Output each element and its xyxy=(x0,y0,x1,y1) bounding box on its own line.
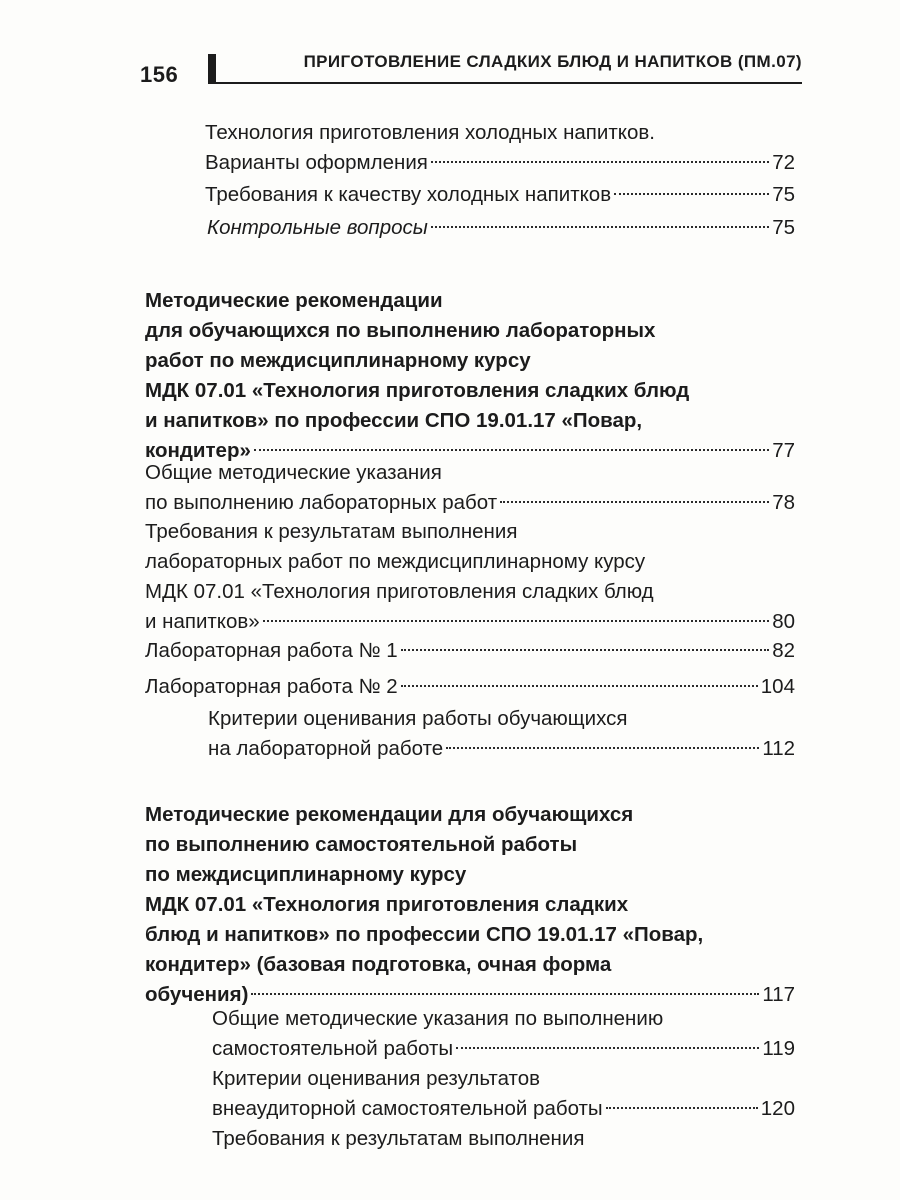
toc-entry xyxy=(212,1064,795,1124)
toc-entry-line: кондитер» xyxy=(145,439,251,462)
toc-page-number: 80 xyxy=(772,610,795,633)
toc-entry-line: Требования к результатам выполнения xyxy=(145,520,518,543)
toc-entry-line: лабораторных работ по междисциплинарному курсу xyxy=(145,550,646,573)
toc-entry xyxy=(208,704,795,764)
toc-entry xyxy=(145,672,795,702)
toc-entry-line: по выполнению лабораторных работ xyxy=(145,491,498,514)
toc-page-number: 112 xyxy=(762,737,795,760)
toc-entry xyxy=(205,118,795,178)
leader-dots xyxy=(251,993,759,995)
toc-entry-line: Лабораторная работа № 2 xyxy=(145,675,398,698)
toc-page-number: 120 xyxy=(760,1097,795,1120)
toc-entry-line: и напитков» xyxy=(145,610,260,633)
leader-dots xyxy=(254,449,769,451)
running-title: ПРИГОТОВЛЕНИЕ СЛАДКИХ БЛЮД И НАПИТКОВ (ПМ.07) xyxy=(303,52,802,71)
toc-entry-line: внеаудиторной самостоятельной работы xyxy=(212,1097,603,1120)
toc-entry xyxy=(212,1004,795,1064)
toc-entry-line: и напитков» по профессии СПО 19.01.17 «Повар, xyxy=(145,409,643,432)
toc-page-number: 119 xyxy=(762,1037,795,1060)
toc-entry-line: Общие методические указания по выполнению xyxy=(212,1007,664,1030)
header-rule xyxy=(208,82,802,84)
header-bar xyxy=(208,54,216,84)
toc-entry xyxy=(145,517,795,637)
page-number: 156 xyxy=(140,62,179,87)
toc-entry-line: по междисциплинарному курсу xyxy=(145,863,467,886)
leader-dots xyxy=(500,501,769,503)
leader-dots xyxy=(263,620,769,622)
leader-dots xyxy=(456,1047,759,1049)
toc-entry-line: Контрольные вопросы xyxy=(207,216,428,239)
toc-page-number: 75 xyxy=(772,183,795,206)
toc-entry xyxy=(145,800,795,1010)
toc-page-number: 72 xyxy=(772,151,795,174)
toc-entry-line: Технология приготовления холодных напитков. xyxy=(205,121,655,144)
toc-page-number: 78 xyxy=(772,491,795,514)
toc-page-number: 117 xyxy=(762,983,795,1006)
leader-dots xyxy=(614,193,769,195)
toc-entry-line: по выполнению самостоятельной работы xyxy=(145,833,578,856)
toc-page-number: 77 xyxy=(772,439,795,462)
toc-entry-line: МДК 07.01 «Технология приготовления сладких блюд xyxy=(145,379,690,402)
toc-page-number: 82 xyxy=(772,639,795,662)
toc-entry xyxy=(205,180,795,210)
toc-entry xyxy=(145,458,795,518)
leader-dots xyxy=(431,226,769,228)
toc-entry-line: Критерии оценивания результатов xyxy=(212,1067,540,1090)
toc-entry-line: кондитер» (базовая подготовка, очная форма xyxy=(145,953,612,976)
toc-entry xyxy=(212,1124,795,1154)
toc-entry-line: на лабораторной работе xyxy=(208,737,444,760)
leader-dots xyxy=(431,161,769,163)
toc-entry-line: Общие методические указания xyxy=(145,461,442,484)
toc-page-number: 104 xyxy=(760,675,795,698)
toc-entry-line: Критерии оценивания работы обучающихся xyxy=(208,707,628,730)
toc-entry xyxy=(145,286,795,466)
page-header xyxy=(140,48,802,90)
toc-entry-line: работ по междисциплинарному курсу xyxy=(145,349,531,372)
toc-entry-line: МДК 07.01 «Технология приготовления сладких xyxy=(145,893,629,916)
toc-entry-line: МДК 07.01 «Технология приготовления сладких блюд xyxy=(145,580,654,603)
toc-entry xyxy=(145,636,795,666)
toc-entry-line: Требования к результатам выполнения xyxy=(212,1127,585,1150)
leader-dots xyxy=(446,747,759,749)
toc-entry-line: Методические рекомендации для обучающихся xyxy=(145,803,634,826)
leader-dots xyxy=(401,685,758,687)
toc-entry-line: блюд и напитков» по профессии СПО 19.01.17 «Повар, xyxy=(145,923,704,946)
toc-entry xyxy=(207,213,795,243)
toc-entry-line: Варианты оформления xyxy=(205,151,428,174)
toc-entry-line: Методические рекомендации xyxy=(145,289,443,312)
leader-dots xyxy=(606,1107,758,1109)
toc-entry-line: Лабораторная работа № 1 xyxy=(145,639,398,662)
leader-dots xyxy=(401,649,770,651)
toc-entry-line: обучения) xyxy=(145,983,249,1006)
toc-entry-line: самостоятельной работы xyxy=(212,1037,454,1060)
toc-page-number: 75 xyxy=(772,216,795,239)
toc-entry-line: для обучающихся по выполнению лабораторных xyxy=(145,319,656,342)
toc-entry-line: Требования к качеству холодных напитков xyxy=(205,183,612,206)
